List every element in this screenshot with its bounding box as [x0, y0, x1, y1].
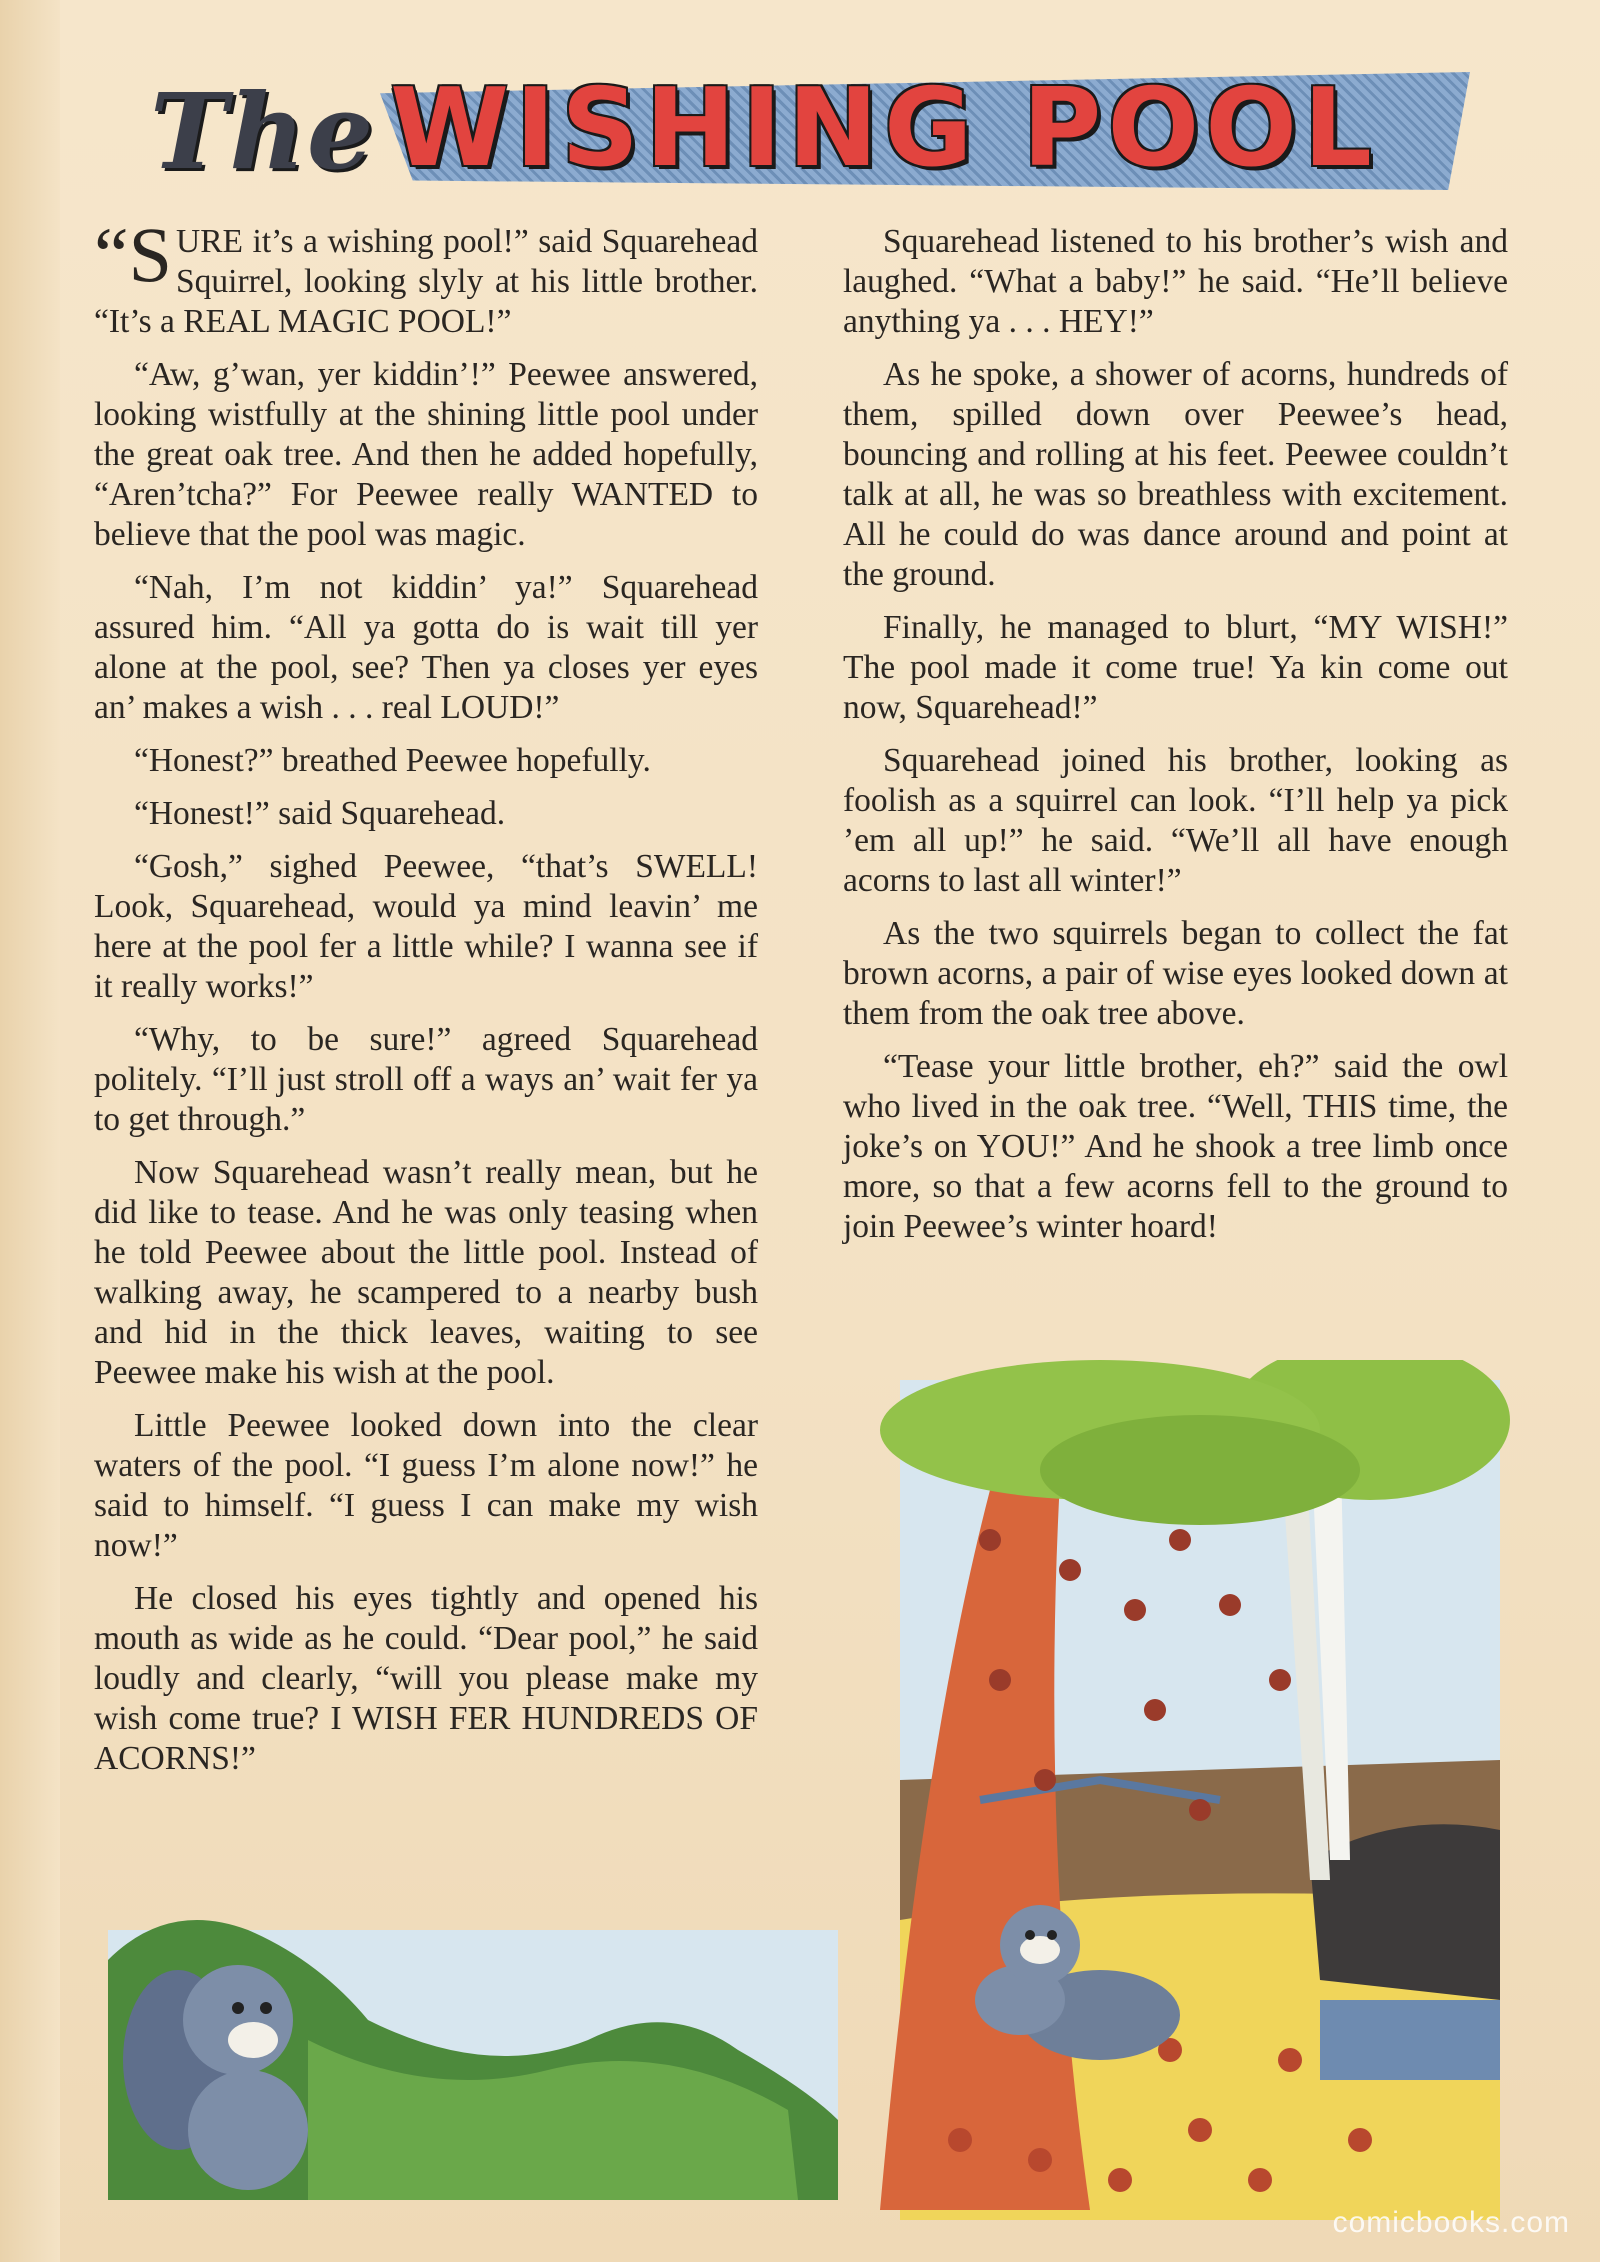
paragraph: Squarehead listened to his brother’s wish and laughed. “What a baby!” he said. “He’ll believe anything ya . . . HEY!” — [843, 223, 1508, 340]
paragraph: “S URE it’s a wishing pool!” said Squarehead Squirrel, looking slyly at his little brother. “It’s a REAL MAGIC POOL!” — [94, 211, 758, 340]
paragraph: Finally, he managed to blurt, “MY WISH!” The pool made it come true! Ya kin come out now, Squarehead!” — [843, 609, 1508, 726]
right-text-column — [843, 222, 1508, 1260]
paragraph: “Honest?” breathed Peewee hopefully. — [134, 742, 651, 779]
paragraph: “Nah, I’m not kiddin’ ya!” Squarehead assured him. “All ya gotta do is wait till yer alone at the pool, see? Then ya closes yer eyes an’ makes a wish . . . real LOUD!” — [94, 569, 758, 726]
paragraph: As the two squirrels began to collect the fat brown acorns, a pair of wise eyes looked down at them from the oak tree above. — [843, 915, 1508, 1032]
squarehead-in-bush-illustration — [108, 1900, 838, 2200]
paragraph: “Aw, g’wan, yer kiddin’!” Peewee answered, looking wistfully at the shining little pool under the great oak tree. And then he added hopefully, “Aren’tcha?” For Peewee really WANTED to believe that the pool was magic. — [94, 356, 758, 553]
paragraph: “Honest!” said Squarehead. — [134, 795, 506, 832]
paragraph: Squarehead joined his brother, looking as foolish as a squirrel can look. “I’ll help ya pick ’em all up!” he said. “We’ll all have enough acorns to last all winter!” — [843, 742, 1508, 899]
watermark: comicbooks.com — [1332, 2206, 1570, 2239]
title-main: WISHING POOL — [390, 66, 1378, 191]
paragraph: “Tease your little brother, eh?” said the owl who lived in the oak tree. “Well, THIS time, the joke’s on YOU!” And he shook a tree limb once more, so that a few acorns fell to the ground to join Peewee’s winter hoard! — [843, 1048, 1508, 1245]
story-title — [140, 60, 1500, 210]
paragraph: Now Squarehead wasn’t really mean, but he did like to tease. And he was only teasing when he told Peewee about the little pool. Instead of walking away, he scampered to a nearby bush and hid in the thick leaves, waiting to see Peewee make his wish at the pool. — [94, 1154, 758, 1391]
title-prefix: The — [150, 70, 376, 193]
oak-tree-illustration — [840, 1360, 1520, 2220]
paragraph: As he spoke, a shower of acorns, hundreds of them, spilled down over Peewee’s head, bouncing and rolling at his feet. Peewee couldn’t talk at all, he was so breathless with excitement. All he could do was dance around and point at the ground. — [843, 356, 1508, 593]
paragraph: He closed his eyes tightly and opened his mouth as wide as he could. “Dear pool,” he said loudly and clearly, “will you please make my wish come true? I WISH FER HUNDREDS OF ACORNS!” — [94, 1580, 758, 1777]
paragraph: “Gosh,” sighed Peewee, “that’s SWELL! Look, Squarehead, would ya mind leavin’ me here at the pool fer a little while? I wanna see if it really works!” — [94, 848, 758, 1005]
drop-cap: “S — [94, 211, 173, 298]
paragraph: Little Peewee looked down into the clear waters of the pool. “I guess I’m alone now!” he said to himself. “I guess I can make my wish now!” — [94, 1407, 758, 1564]
left-text-column — [94, 211, 758, 1792]
paragraph: “Why, to be sure!” agreed Squarehead politely. “I’ll just stroll off a ways an’ wait fer ya to get through.” — [94, 1021, 758, 1138]
page-edge-shadow — [0, 0, 60, 2262]
